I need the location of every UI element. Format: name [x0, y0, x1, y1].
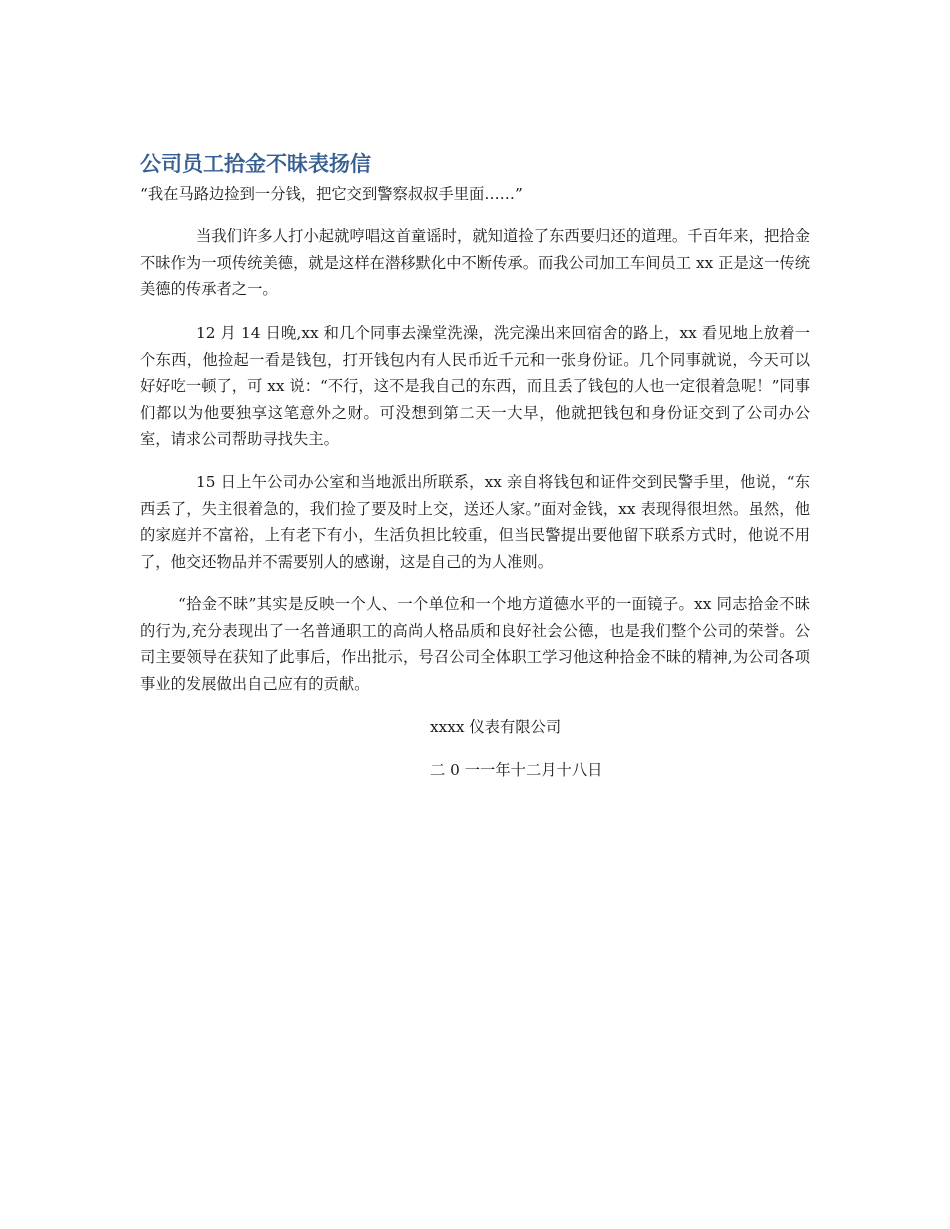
- paragraph-4: “拾金不昧”其实是反映一个人、一个单位和一个地方道德水平的一面镜子。xx 同志拾金不昧的行为,充分表现出了一名普通职工的高尚人格品质和良好社会公德，也是我们整个公司的荣誉。公司主要领导在获知了此事后，作出批示，号召公司全体职工学习他这种拾金不昧的精神,为公司各项事业的发展做出自己应有的贡献。: [140, 595, 810, 693]
- signature-company: xxxx 仪表有限公司: [430, 718, 562, 736]
- document-title: 公司员工拾金不昧表扬信: [140, 152, 371, 176]
- paragraph-1: 当我们许多人打小起就哼唱这首童谣时，就知道捡了东西要归还的道理。千百年来，把拾金不昧作为一项传统美德，就是这样在潜移默化中不断传承。而我公司加工车间员工 xx 正是这一传统美德的传承者之一。: [140, 227, 810, 298]
- paragraph-3: 15 日上午公司办公室和当地派出所联系，xx 亲自将钱包和证件交到民警手里，他说，“东西丢了，失主很着急的，我们捡了要及时上交，送还人家。”面对金钱，xx 表现得很坦然。虽然，他的家庭并不富裕，上有老下有小，生活负担比较重，但当民警提出要他留下联系方式时，他说不用了，他交还物品并不需要别人的感谢，这是自己的为人准则。: [140, 473, 810, 571]
- signature-date: 二 0 一一年十二月十八日: [430, 761, 603, 779]
- paragraph-2: 12 月 14 日晚,xx 和几个同事去澡堂洗澡，洗完澡出来回宿舍的路上，xx 看见地上放着一个东西，他捡起一看是钱包，打开钱包内有人民币近千元和一张身份证。几个同事就说，今天可以好好吃一顿了，可 xx 说：“不行，这不是我自己的东西，而且丢了钱包的人也一定很着急呢！”同事们都以为他要独享这笔意外之财。可没想到第二天一大早，他就把钱包和身份证交到了公司办公室，请求公司帮助寻找失主。: [140, 324, 810, 448]
- opening-quote: “我在马路边捡到一分钱，把它交到警察叔叔手里面……”: [140, 185, 523, 203]
